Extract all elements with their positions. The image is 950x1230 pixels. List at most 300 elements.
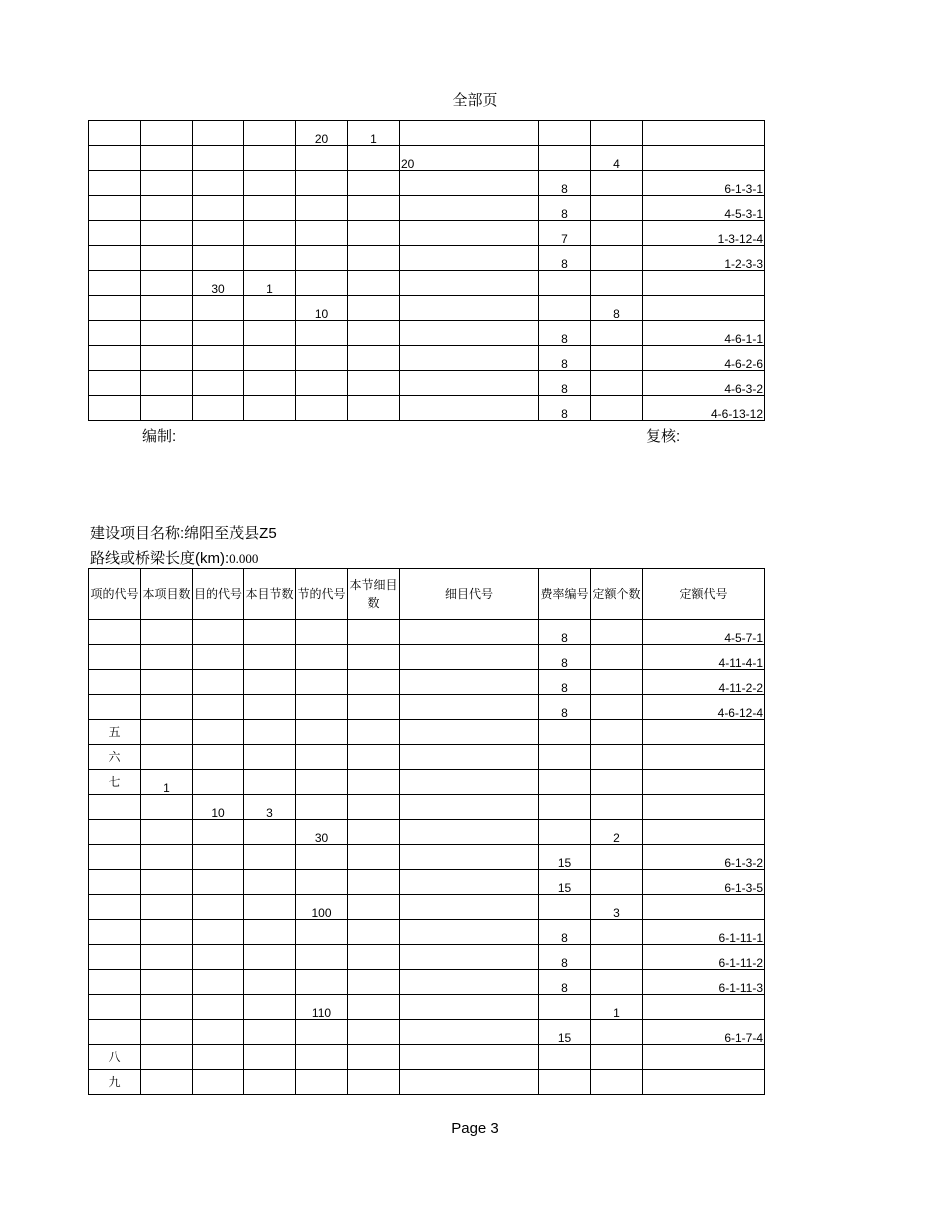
table-cell bbox=[141, 1045, 193, 1070]
table-cell bbox=[539, 745, 591, 770]
table-cell bbox=[141, 920, 193, 945]
table-cell bbox=[193, 221, 244, 246]
table-cell bbox=[296, 1045, 348, 1070]
table-cell bbox=[400, 745, 539, 770]
table-cell bbox=[193, 720, 244, 745]
table-cell bbox=[244, 820, 296, 845]
table-cell bbox=[591, 171, 643, 196]
table-cell: 1 bbox=[141, 770, 193, 795]
column-header: 节的代号 bbox=[296, 569, 348, 620]
table-cell bbox=[193, 346, 244, 371]
table-cell bbox=[643, 995, 765, 1020]
table-header-row bbox=[89, 569, 765, 620]
table-cell bbox=[89, 820, 141, 845]
table-cell bbox=[89, 246, 141, 271]
table-cell bbox=[193, 670, 244, 695]
table-cell bbox=[244, 770, 296, 795]
table-cell: 7 bbox=[539, 221, 591, 246]
table-cell bbox=[89, 296, 141, 321]
table-cell bbox=[296, 221, 348, 246]
table-row bbox=[89, 1020, 765, 1045]
table-cell: 六 bbox=[89, 745, 141, 770]
table-cell bbox=[141, 820, 193, 845]
table-cell bbox=[400, 820, 539, 845]
table-cell bbox=[296, 196, 348, 221]
table-cell bbox=[296, 695, 348, 720]
column-header: 本节细目数 bbox=[348, 569, 400, 620]
table-row bbox=[89, 171, 765, 196]
table-cell bbox=[89, 695, 141, 720]
table-cell bbox=[244, 396, 296, 421]
table-cell bbox=[400, 171, 539, 196]
table-row bbox=[89, 321, 765, 346]
table-cell bbox=[539, 296, 591, 321]
table-cell bbox=[348, 945, 400, 970]
table-cell bbox=[244, 1020, 296, 1045]
table-cell bbox=[348, 246, 400, 271]
table-cell bbox=[591, 246, 643, 271]
table-cell: 6-1-7-4 bbox=[643, 1020, 765, 1045]
table-cell bbox=[141, 346, 193, 371]
table-cell bbox=[348, 1020, 400, 1045]
table-row bbox=[89, 770, 765, 795]
table-cell: 6-1-3-1 bbox=[643, 171, 765, 196]
table-cell bbox=[141, 995, 193, 1020]
table-cell bbox=[643, 770, 765, 795]
table-cell bbox=[244, 371, 296, 396]
table-row bbox=[89, 920, 765, 945]
table-cell: 8 bbox=[539, 196, 591, 221]
table-cell bbox=[296, 645, 348, 670]
table-cell bbox=[244, 221, 296, 246]
table-row bbox=[89, 720, 765, 745]
table-cell bbox=[296, 795, 348, 820]
table-cell bbox=[348, 845, 400, 870]
table-cell bbox=[89, 271, 141, 296]
table-cell bbox=[348, 895, 400, 920]
table-cell bbox=[193, 1020, 244, 1045]
table-cell bbox=[539, 1070, 591, 1095]
table-cell bbox=[296, 246, 348, 271]
table-cell bbox=[193, 845, 244, 870]
table-cell bbox=[141, 121, 193, 146]
table-cell bbox=[296, 396, 348, 421]
table-cell: 2 bbox=[591, 820, 643, 845]
table-cell bbox=[348, 196, 400, 221]
table-cell bbox=[400, 995, 539, 1020]
table-cell bbox=[244, 196, 296, 221]
table-cell: 15 bbox=[539, 1020, 591, 1045]
table-cell bbox=[348, 645, 400, 670]
table-cell bbox=[643, 895, 765, 920]
table-cell bbox=[348, 321, 400, 346]
prepared-by-label: 编制: bbox=[142, 428, 177, 445]
table-cell bbox=[296, 1020, 348, 1045]
table-cell bbox=[348, 1045, 400, 1070]
column-header: 目的代号 bbox=[193, 569, 244, 620]
table-row bbox=[89, 221, 765, 246]
page-number: Page 3 bbox=[451, 1120, 499, 1137]
table-cell bbox=[141, 745, 193, 770]
table-cell bbox=[244, 920, 296, 945]
table-cell bbox=[400, 196, 539, 221]
table-cell bbox=[348, 720, 400, 745]
table-cell bbox=[643, 296, 765, 321]
table-cell bbox=[193, 321, 244, 346]
table-cell bbox=[141, 246, 193, 271]
table-cell: 8 bbox=[539, 396, 591, 421]
table-cell bbox=[296, 945, 348, 970]
table-cell bbox=[141, 1070, 193, 1095]
table-cell bbox=[141, 945, 193, 970]
table-cell: 九 bbox=[89, 1070, 141, 1095]
table-cell: 30 bbox=[193, 271, 244, 296]
table-row bbox=[89, 246, 765, 271]
table-cell bbox=[244, 870, 296, 895]
table-row bbox=[89, 870, 765, 895]
table-cell bbox=[244, 895, 296, 920]
project-name-value: 绵阳至茂县Z5 bbox=[184, 525, 277, 542]
table-cell bbox=[400, 620, 539, 645]
table-cell bbox=[244, 845, 296, 870]
table-cell: 8 bbox=[539, 695, 591, 720]
table-cell bbox=[141, 795, 193, 820]
column-header: 项的代号 bbox=[89, 569, 141, 620]
table-cell bbox=[193, 745, 244, 770]
table-cell bbox=[400, 870, 539, 895]
reviewed-by-label: 复核: bbox=[646, 428, 681, 445]
table-cell bbox=[141, 296, 193, 321]
table-cell bbox=[591, 321, 643, 346]
table-cell bbox=[591, 720, 643, 745]
table-cell bbox=[348, 795, 400, 820]
table-cell bbox=[193, 121, 244, 146]
table-cell bbox=[89, 196, 141, 221]
table-cell bbox=[591, 271, 643, 296]
table-cell bbox=[193, 1070, 244, 1095]
table-cell bbox=[643, 1070, 765, 1095]
table-cell bbox=[348, 670, 400, 695]
table-cell bbox=[591, 121, 643, 146]
table-cell: 4-11-2-2 bbox=[643, 670, 765, 695]
table-cell bbox=[141, 321, 193, 346]
table-cell bbox=[193, 770, 244, 795]
quota-table-top bbox=[88, 120, 765, 421]
table-cell bbox=[141, 371, 193, 396]
table-cell bbox=[89, 670, 141, 695]
table-cell bbox=[591, 795, 643, 820]
table-cell bbox=[400, 970, 539, 995]
table-cell bbox=[244, 670, 296, 695]
table-row bbox=[89, 895, 765, 920]
table-cell bbox=[591, 645, 643, 670]
table-cell bbox=[591, 945, 643, 970]
table-cell bbox=[643, 271, 765, 296]
table-cell: 8 bbox=[539, 945, 591, 970]
column-header: 细目代号 bbox=[400, 569, 539, 620]
table-cell: 8 bbox=[539, 171, 591, 196]
table-cell bbox=[643, 795, 765, 820]
table-cell bbox=[193, 296, 244, 321]
table-cell bbox=[141, 645, 193, 670]
table-cell: 1-2-3-3 bbox=[643, 246, 765, 271]
table-cell bbox=[89, 321, 141, 346]
table-cell: 8 bbox=[591, 296, 643, 321]
table-cell bbox=[244, 645, 296, 670]
table-cell bbox=[141, 1020, 193, 1045]
table-cell bbox=[400, 396, 539, 421]
table-cell bbox=[89, 371, 141, 396]
table-cell bbox=[244, 146, 296, 171]
table-cell bbox=[643, 820, 765, 845]
table-cell bbox=[89, 920, 141, 945]
table-cell bbox=[89, 171, 141, 196]
table-cell bbox=[141, 271, 193, 296]
table-cell bbox=[591, 371, 643, 396]
table-cell: 110 bbox=[296, 995, 348, 1020]
table-cell bbox=[89, 346, 141, 371]
table-cell: 8 bbox=[539, 670, 591, 695]
table-cell bbox=[348, 620, 400, 645]
table-row bbox=[89, 371, 765, 396]
table-cell: 30 bbox=[296, 820, 348, 845]
table-cell: 8 bbox=[539, 246, 591, 271]
page-header-title: 全部页 bbox=[452, 92, 498, 109]
table-cell bbox=[591, 870, 643, 895]
table-cell bbox=[296, 321, 348, 346]
project-name-line bbox=[90, 522, 277, 543]
table-cell bbox=[244, 346, 296, 371]
table-cell: 8 bbox=[539, 346, 591, 371]
table-cell bbox=[348, 371, 400, 396]
table-cell bbox=[348, 171, 400, 196]
table-cell bbox=[193, 146, 244, 171]
column-header: 定额代号 bbox=[643, 569, 765, 620]
table-cell bbox=[296, 720, 348, 745]
table-cell bbox=[591, 970, 643, 995]
table-cell bbox=[400, 770, 539, 795]
table-cell bbox=[89, 795, 141, 820]
table-cell: 3 bbox=[591, 895, 643, 920]
table-cell bbox=[89, 146, 141, 171]
table-cell bbox=[348, 820, 400, 845]
table-cell bbox=[193, 945, 244, 970]
table-cell bbox=[591, 620, 643, 645]
table-cell bbox=[244, 945, 296, 970]
table-cell bbox=[244, 620, 296, 645]
table-cell bbox=[141, 146, 193, 171]
table-cell: 4-6-1-1 bbox=[643, 321, 765, 346]
table-cell: 6-1-3-5 bbox=[643, 870, 765, 895]
table-cell bbox=[539, 1045, 591, 1070]
table-cell bbox=[400, 296, 539, 321]
table-cell bbox=[89, 121, 141, 146]
table-cell bbox=[643, 720, 765, 745]
table-cell bbox=[193, 920, 244, 945]
table-cell bbox=[591, 346, 643, 371]
column-header: 定额个数 bbox=[591, 569, 643, 620]
table-cell bbox=[193, 396, 244, 421]
table-cell bbox=[400, 321, 539, 346]
table-row bbox=[89, 745, 765, 770]
table-cell bbox=[296, 371, 348, 396]
table-cell: 4-6-12-4 bbox=[643, 695, 765, 720]
table-cell: 1-3-12-4 bbox=[643, 221, 765, 246]
table-cell: 8 bbox=[539, 920, 591, 945]
quota-table-bottom bbox=[88, 568, 765, 1095]
table-cell bbox=[141, 695, 193, 720]
table-cell: 8 bbox=[539, 371, 591, 396]
table-cell bbox=[539, 121, 591, 146]
table-cell bbox=[244, 995, 296, 1020]
table-cell bbox=[89, 1020, 141, 1045]
route-length-label: 路线或桥梁长度(km): bbox=[90, 550, 230, 567]
table-cell bbox=[244, 321, 296, 346]
table-cell bbox=[643, 146, 765, 171]
table-cell bbox=[539, 995, 591, 1020]
table-row bbox=[89, 845, 765, 870]
table-cell bbox=[348, 870, 400, 895]
table-cell bbox=[348, 396, 400, 421]
table-cell bbox=[539, 720, 591, 745]
table-cell bbox=[539, 146, 591, 171]
table-cell bbox=[643, 745, 765, 770]
table-cell bbox=[141, 670, 193, 695]
table-cell bbox=[193, 371, 244, 396]
table-cell bbox=[400, 1045, 539, 1070]
table-cell bbox=[89, 645, 141, 670]
table-cell bbox=[244, 171, 296, 196]
table-cell bbox=[193, 870, 244, 895]
table-cell bbox=[400, 246, 539, 271]
table-cell bbox=[400, 695, 539, 720]
table-row bbox=[89, 620, 765, 645]
table-cell bbox=[348, 346, 400, 371]
table-cell bbox=[244, 121, 296, 146]
table-cell bbox=[400, 670, 539, 695]
table-cell bbox=[643, 1045, 765, 1070]
table-cell bbox=[89, 396, 141, 421]
table-cell bbox=[348, 920, 400, 945]
table-cell bbox=[141, 620, 193, 645]
table-cell bbox=[89, 870, 141, 895]
table-cell: 4 bbox=[591, 146, 643, 171]
table-row bbox=[89, 995, 765, 1020]
table-cell bbox=[296, 970, 348, 995]
table-cell bbox=[244, 695, 296, 720]
table-cell: 10 bbox=[193, 795, 244, 820]
table-cell: 100 bbox=[296, 895, 348, 920]
table-cell: 1 bbox=[348, 121, 400, 146]
table-row bbox=[89, 695, 765, 720]
table-cell bbox=[141, 970, 193, 995]
table-cell: 6-1-3-2 bbox=[643, 845, 765, 870]
table-cell bbox=[141, 720, 193, 745]
table-cell bbox=[591, 1045, 643, 1070]
table-cell bbox=[643, 121, 765, 146]
table-cell bbox=[89, 995, 141, 1020]
table-cell: 15 bbox=[539, 845, 591, 870]
route-length-line bbox=[90, 547, 258, 568]
table-cell bbox=[591, 845, 643, 870]
column-header: 本项目数 bbox=[141, 569, 193, 620]
table-cell bbox=[141, 196, 193, 221]
table-cell: 七 bbox=[89, 770, 141, 795]
table-row bbox=[89, 271, 765, 296]
table-cell bbox=[193, 820, 244, 845]
table-cell: 4-6-2-6 bbox=[643, 346, 765, 371]
table-cell bbox=[400, 371, 539, 396]
table-row bbox=[89, 396, 765, 421]
table-cell bbox=[400, 920, 539, 945]
table-cell: 8 bbox=[539, 645, 591, 670]
table-cell bbox=[400, 845, 539, 870]
table-cell bbox=[591, 196, 643, 221]
table-cell bbox=[244, 296, 296, 321]
table-cell bbox=[400, 895, 539, 920]
table-cell bbox=[539, 271, 591, 296]
table-cell bbox=[400, 221, 539, 246]
table-cell bbox=[193, 970, 244, 995]
table-cell bbox=[141, 171, 193, 196]
table-cell bbox=[348, 770, 400, 795]
table-cell bbox=[539, 770, 591, 795]
table-cell bbox=[591, 1070, 643, 1095]
table-cell bbox=[296, 346, 348, 371]
table-row bbox=[89, 296, 765, 321]
table-cell bbox=[348, 695, 400, 720]
table-cell: 1 bbox=[244, 271, 296, 296]
table-cell bbox=[539, 895, 591, 920]
table-cell bbox=[591, 1020, 643, 1045]
table-cell: 8 bbox=[539, 620, 591, 645]
table-row bbox=[89, 196, 765, 221]
table-cell bbox=[591, 770, 643, 795]
table-row bbox=[89, 970, 765, 995]
table-cell: 3 bbox=[244, 795, 296, 820]
project-name-label: 建设项目名称: bbox=[90, 525, 185, 542]
table-cell bbox=[193, 995, 244, 1020]
table-cell bbox=[400, 720, 539, 745]
table-cell bbox=[591, 920, 643, 945]
table-cell bbox=[141, 895, 193, 920]
table-cell bbox=[348, 221, 400, 246]
table-cell bbox=[296, 770, 348, 795]
table-cell bbox=[591, 396, 643, 421]
table-row bbox=[89, 1070, 765, 1095]
table-cell: 6-1-11-3 bbox=[643, 970, 765, 995]
table-cell bbox=[400, 1020, 539, 1045]
table-cell bbox=[296, 271, 348, 296]
table-cell bbox=[244, 1070, 296, 1095]
table-cell bbox=[193, 1045, 244, 1070]
table-cell bbox=[244, 1045, 296, 1070]
table-cell bbox=[591, 745, 643, 770]
table-cell bbox=[348, 146, 400, 171]
column-header: 本目节数 bbox=[244, 569, 296, 620]
table-cell bbox=[244, 720, 296, 745]
table-cell bbox=[539, 820, 591, 845]
table-row bbox=[89, 670, 765, 695]
table-cell bbox=[193, 196, 244, 221]
table-cell bbox=[400, 121, 539, 146]
table-cell bbox=[296, 171, 348, 196]
table-cell bbox=[193, 171, 244, 196]
table-cell bbox=[193, 645, 244, 670]
table-cell bbox=[244, 246, 296, 271]
table-cell bbox=[539, 795, 591, 820]
table-cell bbox=[348, 1070, 400, 1095]
